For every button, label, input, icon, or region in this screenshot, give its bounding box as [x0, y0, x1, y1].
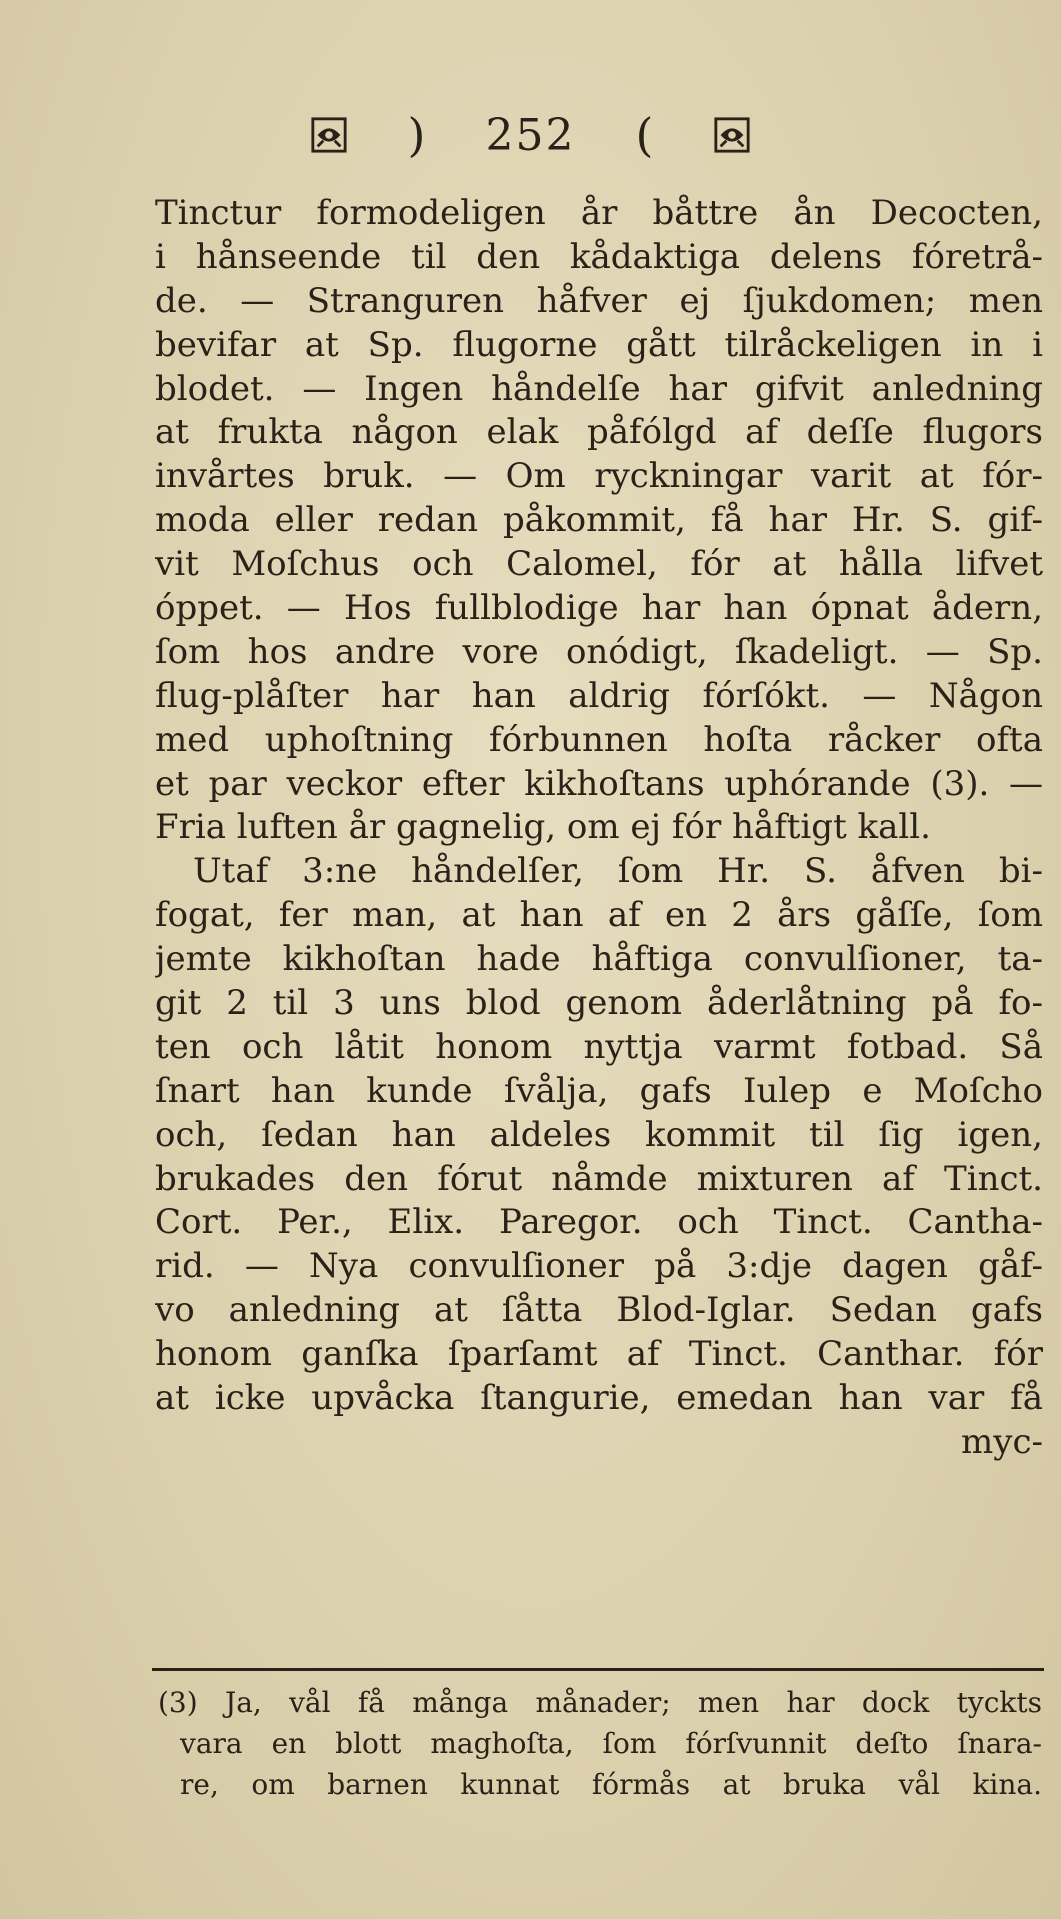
- text-line: blodet. — Ingen håndelſe har gifvit anledning: [155, 368, 1043, 409]
- footnote-divider: [152, 1668, 1044, 1671]
- footnote-line: (3) Ja, vål få många månader; men har dock tyckts: [158, 1686, 1042, 1719]
- text-line: Fria luften år gagnelig, om ej fόr håftigt kall.: [155, 807, 931, 848]
- printer-ornament-icon: [713, 116, 751, 154]
- text-line: et par veckor efter kikhoſtans uphόrande (3). —: [155, 763, 1043, 804]
- right-bracket: (: [635, 108, 654, 162]
- text-line: i hånseende til den kådaktiga delens fόretrå-: [155, 236, 1043, 277]
- text-line: och, ſedan han aldeles kommit til ſig igen,: [155, 1114, 1043, 1155]
- text-line: ſnart han kunde ſvålja, gafs Iulep e Moſcho: [155, 1070, 1043, 1111]
- footnote-line: vara en blott maghoſta, ſom fόrſvunnit deſto ſnara-: [180, 1727, 1042, 1760]
- page-number: 252: [485, 109, 576, 161]
- text-line: de. — Stranguren håfver ej ſjukdomen; men: [155, 280, 1043, 321]
- text-line: invårtes bruk. — Om ryckningar varit at fόr-: [155, 456, 1043, 497]
- text-line: git 2 til 3 uns blod genom åderlåtning på fo-: [155, 983, 1043, 1024]
- printer-ornament-icon: [310, 116, 348, 154]
- text-line: jemte kikhoſtan hade håftiga convulſioner, ta-: [155, 939, 1043, 980]
- left-bracket: ): [407, 108, 426, 162]
- text-line: vit Moſchus och Calomel, fόr at hålla lifvet: [155, 544, 1043, 585]
- text-line: ten och låtit honom nyttja varmt fotbad. Så: [155, 1026, 1043, 1067]
- text-line: όppet. — Hos fullblodige har han όpnat ådern,: [155, 588, 1043, 629]
- text-line: bevifar at Sp. flugorne gått tilråckeligen in i: [155, 324, 1043, 365]
- footnote-line: re, om barnen kunnat fόrmås at bruka vål kina.: [180, 1768, 1042, 1801]
- text-line: moda eller redan påkommit, få har Hr. S. gif-: [155, 500, 1043, 541]
- text-line: med uphoſtning fόrbunnen hoſta råcker ofta: [155, 719, 1043, 760]
- text-line: ſom hos andre vore onόdigt, ſkadeligt. — Sp.: [155, 631, 1043, 672]
- page-header: [0, 105, 1061, 165]
- text-line: fogat, fer man, at han af en 2 års gåſſe, ſom: [155, 895, 1043, 936]
- text-line: flug-plåſter har han aldrig fόrſόkt. — Någon: [155, 675, 1043, 716]
- text-line: rid. — Nya convulſioner på 3:dje dagen gåf-: [155, 1246, 1043, 1287]
- text-line: brukades den fόrut nåmde mixturen af Tinct.: [155, 1158, 1043, 1199]
- body-text: [155, 192, 1043, 1465]
- text-line: Utaf 3:ne håndelſer, ſom Hr. S. åfven bi-: [193, 851, 1043, 892]
- text-line: Cort. Per., Elix. Paregor. och Tinct. Cantha-: [155, 1202, 1043, 1243]
- text-line: Tinctur formodeligen år båttre ån Decocten,: [155, 193, 1043, 233]
- text-line: honom ganſka ſparſamt af Tinct. Canthar. fόr: [155, 1334, 1043, 1375]
- text-line: vo anledning at ſåtta Blod-Iglar. Sedan gafs: [155, 1290, 1043, 1331]
- footnote: [158, 1682, 1042, 1805]
- text-line: at icke upvåcka ſtangurie, emedan han var få: [155, 1378, 1043, 1419]
- text-line: at frukta någon elak påfόlgd af deſſe flugors: [155, 412, 1043, 453]
- catchword: myc-: [961, 1421, 1043, 1462]
